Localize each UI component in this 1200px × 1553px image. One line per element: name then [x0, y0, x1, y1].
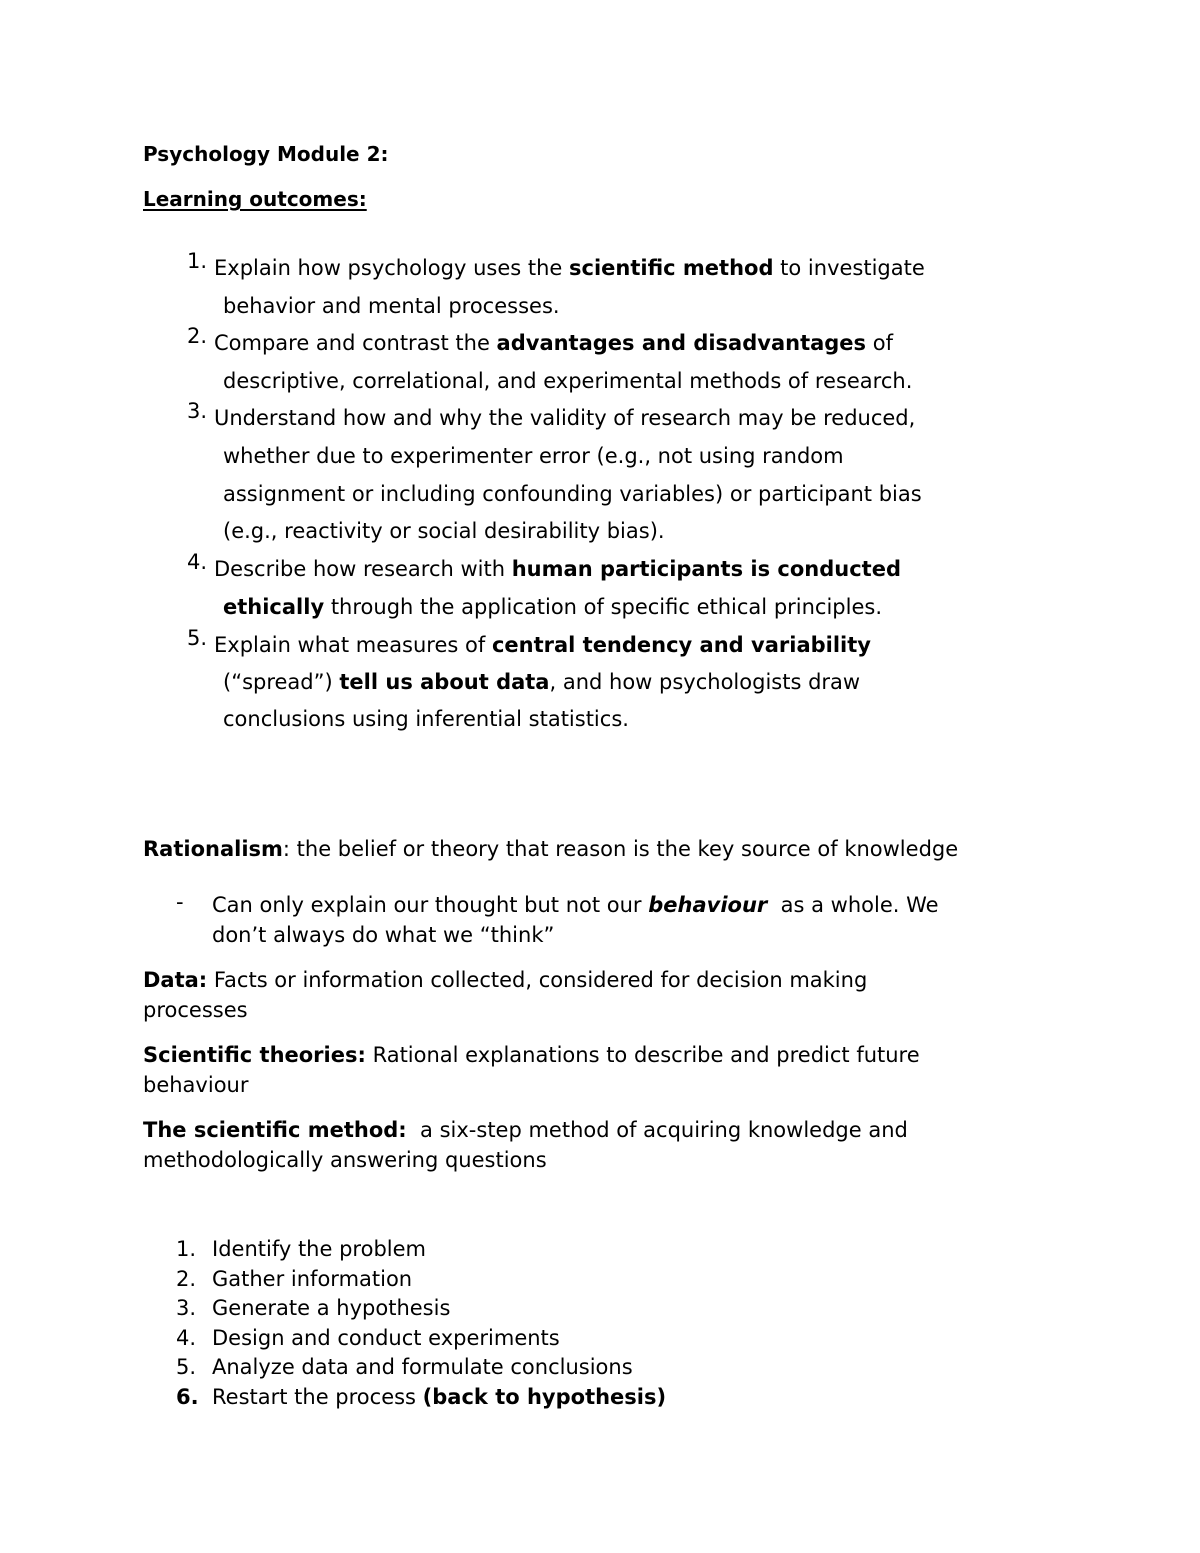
outcome-4-number: 4.: [187, 550, 208, 574]
method-definition-line-2: methodologically answering questions: [143, 1148, 547, 1172]
outcome-2-line-1: Compare and contrast the advantages and disadvantages of: [214, 331, 893, 355]
outcome-5-line-2: (“spread”) tell us about data, and how psychologists draw: [223, 670, 861, 694]
data-definition-line-2: processes: [143, 998, 248, 1022]
outcome-5-line-3: conclusions using inferential statistics.: [223, 707, 629, 731]
outcome-2-number: 2.: [187, 324, 208, 348]
step-number: 4.: [176, 1325, 197, 1350]
step-text: Identify the problem: [212, 1237, 426, 1261]
rationalism-bullet-line-2: don’t always do what we “think”: [212, 923, 555, 947]
outcome-3-line-3: assignment or including confounding variables) or participant bias: [223, 482, 922, 506]
page-title: Psychology Module 2:: [143, 142, 389, 166]
outcome-3-line-2: whether due to experimenter error (e.g., not using random: [223, 444, 844, 468]
outcome-3-line-4: (e.g., reactivity or social desirability bias).: [223, 519, 665, 543]
outcome-1-number: 1.: [187, 249, 208, 273]
outcome-4-line-1: Describe how research with human participants is conducted: [214, 557, 901, 581]
step-text: Restart the process (back to hypothesis): [212, 1384, 667, 1409]
step-text: Generate a hypothesis: [212, 1296, 451, 1320]
outcome-2-line-2: descriptive, correlational, and experimental methods of research.: [223, 369, 913, 393]
theories-definition-line-1: Scientific theories: Rational explanations to describe and predict future: [143, 1043, 920, 1067]
data-definition-line-1: Data: Facts or information collected, considered for decision making: [143, 968, 868, 992]
step-number: 6.: [176, 1384, 199, 1409]
outcome-3-number: 3.: [187, 399, 208, 423]
theories-definition-line-2: behaviour: [143, 1073, 249, 1097]
rationalism-bullet-line-1: Can only explain our thought but not our behaviour as a whole. We: [212, 893, 939, 917]
outcome-3-line-1: Understand how and why the validity of research may be reduced,: [214, 406, 916, 430]
bullet-dash: -: [176, 890, 184, 914]
method-definition-line-1: The scientific method: a six-step method of acquiring knowledge and: [143, 1118, 908, 1142]
step-number: 5.: [176, 1355, 197, 1379]
step-number: 3.: [176, 1296, 197, 1320]
step-text: Design and conduct experiments: [212, 1325, 560, 1350]
rationalism-definition: Rationalism: the belief or theory that reason is the key source of knowledge: [143, 837, 959, 861]
outcome-4-line-2: ethically through the application of specific ethical principles.: [223, 595, 883, 619]
outcome-5-line-1: Explain what measures of central tendency and variability: [214, 633, 871, 657]
scientific-method-steps: [0, 1235, 1200, 1415]
outcome-5-number: 5.: [187, 626, 208, 650]
step-number: 2.: [176, 1266, 197, 1291]
step-text: Analyze data and formulate conclusions: [212, 1355, 633, 1379]
learning-outcomes-heading: Learning outcomes:: [143, 187, 367, 211]
outcome-1-line-1: Explain how psychology uses the scientific method to investigate: [214, 256, 925, 280]
outcome-1-line-2: behavior and mental processes.: [223, 294, 560, 318]
step-text: Gather information: [212, 1266, 413, 1291]
step-number: 1.: [176, 1237, 197, 1261]
